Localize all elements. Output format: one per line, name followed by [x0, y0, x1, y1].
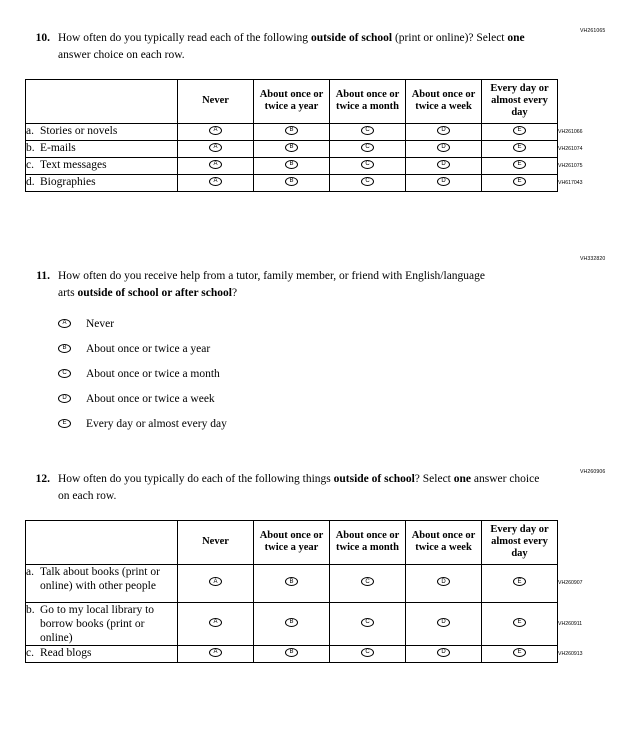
bubble-letter: E — [517, 144, 522, 151]
option-q11-year[interactable] — [58, 336, 604, 361]
radio-bubble[interactable] — [209, 648, 222, 657]
bubble-letter: A — [213, 619, 218, 626]
bubble-letter: C — [365, 649, 370, 656]
option-q12b-year[interactable] — [254, 602, 330, 645]
bubble-letter: B — [289, 127, 294, 134]
q12-text-part-4: one — [453, 473, 471, 485]
option-q12a-everyday[interactable] — [482, 564, 558, 602]
table-row — [26, 174, 591, 191]
radio-bubble[interactable] — [437, 160, 450, 169]
option-label: Every day or almost every day — [86, 417, 227, 430]
bubble-letter: A — [213, 178, 218, 185]
option-q10d-month[interactable] — [330, 174, 406, 191]
row-label-talk-about-books — [26, 564, 178, 602]
matrix-id-header — [558, 521, 591, 564]
bubble-letter: A — [213, 649, 218, 656]
radio-bubble[interactable] — [437, 143, 450, 152]
column-header-once-twice-month: About once or twice a month — [330, 80, 406, 123]
radio-bubble[interactable] — [285, 126, 298, 135]
bubble-letter: D — [441, 144, 446, 151]
row-letter: b. — [26, 141, 35, 154]
row-label-text-messages — [26, 157, 178, 174]
radio-bubble[interactable] — [209, 618, 222, 627]
option-q10a-week[interactable] — [406, 123, 482, 140]
option-q10d-year[interactable] — [254, 174, 330, 191]
column-header-once-twice-week: About once or twice a week — [406, 521, 482, 564]
option-q11-month[interactable] — [58, 361, 604, 386]
q10-text-part-2: outside of school — [310, 32, 393, 44]
radio-bubble[interactable] — [513, 177, 526, 186]
radio-bubble[interactable] — [58, 369, 71, 378]
table-row — [26, 140, 591, 157]
row-letter: c. — [26, 646, 34, 659]
radio-bubble[interactable] — [437, 126, 450, 135]
radio-bubble[interactable] — [513, 143, 526, 152]
bubble-letter: B — [289, 649, 294, 656]
radio-bubble[interactable] — [285, 160, 298, 169]
row-letter: a. — [26, 565, 34, 578]
bubble-letter: D — [441, 649, 446, 656]
column-header-once-twice-month: About once or twice a month — [330, 521, 406, 564]
question-12-matrix — [25, 520, 591, 662]
bubble-letter: C — [62, 370, 67, 377]
question-12-number: 12. — [35, 473, 50, 485]
radio-bubble[interactable] — [361, 577, 374, 586]
question-10-text — [58, 30, 548, 63]
bubble-letter: C — [365, 619, 370, 626]
option-q10d-never[interactable] — [178, 174, 254, 191]
radio-bubble[interactable] — [513, 618, 526, 627]
q12-text-part-2: outside of school — [333, 473, 415, 485]
radio-bubble[interactable] — [437, 618, 450, 627]
table-row — [26, 602, 591, 645]
bubble-letter: A — [62, 320, 67, 327]
bubble-letter: A — [213, 578, 218, 585]
option-q11-everyday[interactable] — [58, 411, 604, 436]
radio-bubble[interactable] — [58, 419, 71, 428]
column-header-every-day: Every day or almost every day — [482, 521, 558, 564]
bubble-letter: D — [441, 127, 446, 134]
option-q12c-month[interactable] — [330, 645, 406, 662]
bubble-letter: C — [365, 161, 370, 168]
radio-bubble[interactable] — [285, 618, 298, 627]
question-12-text — [58, 471, 548, 504]
bubble-letter: D — [441, 161, 446, 168]
q12-text-part-5: answer choice on each row. — [58, 473, 540, 502]
option-q10c-week[interactable] — [406, 157, 482, 174]
row-item-id: VH261075 — [558, 162, 583, 169]
bubble-letter: E — [62, 420, 67, 427]
column-header-never: Never — [178, 80, 254, 123]
radio-bubble[interactable] — [361, 648, 374, 657]
question-11-block — [24, 256, 606, 436]
q12-text-part-1: How often do you typically do each of the following things — [58, 473, 334, 485]
question-12-block — [24, 471, 604, 663]
matrix-corner-cell — [26, 80, 178, 123]
question-11-header — [24, 268, 604, 301]
row-item-id: VH261066 — [558, 128, 583, 135]
row-item-id: VH261074 — [558, 145, 583, 152]
question-10-header — [24, 30, 604, 63]
radio-bubble[interactable] — [513, 160, 526, 169]
bubble-letter: B — [289, 161, 294, 168]
option-q12a-year[interactable] — [254, 564, 330, 602]
row-label-stories-or-novels — [26, 123, 178, 140]
option-q12a-month[interactable] — [330, 564, 406, 602]
option-q10d-everyday[interactable] — [482, 174, 558, 191]
option-q10b-month[interactable] — [330, 140, 406, 157]
row-label-go-to-local-library — [26, 602, 178, 645]
column-header-every-day: Every day or almost every day — [482, 80, 558, 123]
bubble-letter: B — [289, 144, 294, 151]
option-q12c-everyday[interactable] — [482, 645, 558, 662]
bubble-letter: A — [213, 161, 218, 168]
row-label-read-blogs — [26, 645, 178, 662]
bubble-letter: E — [517, 178, 522, 185]
bubble-letter: B — [289, 619, 294, 626]
radio-bubble[interactable] — [58, 319, 71, 328]
row-item-id: VH260907 — [558, 580, 583, 587]
row-text: E-mails — [40, 141, 76, 154]
option-q11-week[interactable] — [58, 386, 604, 411]
bubble-letter: B — [289, 178, 294, 185]
row-item-id: VH260911 — [558, 620, 583, 627]
option-q12c-never[interactable] — [178, 645, 254, 662]
radio-bubble[interactable] — [361, 160, 374, 169]
bubble-letter: D — [441, 619, 446, 626]
bubble-letter: C — [365, 144, 370, 151]
row-text: Biographies — [40, 175, 96, 188]
option-q10a-month[interactable] — [330, 123, 406, 140]
bubble-letter: C — [365, 178, 370, 185]
bubble-letter: E — [517, 619, 522, 626]
bubble-letter: E — [517, 161, 522, 168]
item-id-q10: VH261065 — [580, 28, 606, 34]
option-q10c-everyday[interactable] — [482, 157, 558, 174]
q12-text-part-3: ? Select — [414, 473, 454, 485]
matrix-id-header — [558, 80, 591, 123]
bubble-letter: C — [365, 127, 370, 134]
radio-bubble[interactable] — [513, 648, 526, 657]
option-q12b-everyday[interactable] — [482, 602, 558, 645]
radio-bubble[interactable] — [513, 577, 526, 586]
option-q12b-month[interactable] — [330, 602, 406, 645]
bubble-letter: D — [62, 395, 67, 402]
option-q12a-week[interactable] — [406, 564, 482, 602]
bubble-letter: E — [517, 127, 522, 134]
bubble-letter: A — [213, 144, 218, 151]
row-letter: a. — [26, 124, 34, 137]
q10-text-part-3: (print or online)? Select — [392, 32, 508, 44]
row-text: Stories or novels — [40, 124, 118, 137]
radio-bubble[interactable] — [209, 143, 222, 152]
q10-text-part-1: How often do you typically read each of the following — [58, 32, 311, 44]
row-letter: c. — [26, 158, 34, 171]
option-q10d-week[interactable] — [406, 174, 482, 191]
column-header-never: Never — [178, 521, 254, 564]
radio-bubble[interactable] — [361, 126, 374, 135]
matrix-header-row — [26, 80, 591, 123]
bubble-letter: A — [213, 127, 218, 134]
row-letter: d. — [26, 175, 35, 188]
option-label: Never — [86, 317, 115, 330]
row-letter: b. — [26, 603, 35, 616]
radio-bubble-wrap[interactable] — [58, 390, 82, 408]
radio-bubble[interactable] — [361, 143, 374, 152]
bubble-letter: C — [365, 578, 370, 585]
row-text: Read blogs — [40, 646, 92, 659]
q11-text-part-1: How often do you receive help from a tutor, family member, or friend with English/language arts — [58, 270, 486, 299]
q11-text-part-2: outside of school or after school — [77, 286, 232, 299]
column-header-once-twice-year: About once or twice a year — [254, 521, 330, 564]
option-q12c-week[interactable] — [406, 645, 482, 662]
option-q10a-never[interactable] — [178, 123, 254, 140]
bubble-letter: B — [289, 578, 294, 585]
bubble-letter: B — [62, 345, 67, 352]
radio-bubble[interactable] — [209, 160, 222, 169]
option-q10b-year[interactable] — [254, 140, 330, 157]
option-q10b-everyday[interactable] — [482, 140, 558, 157]
q11-text-part-3: ? — [231, 286, 238, 299]
question-11-options — [24, 311, 604, 436]
radio-bubble[interactable] — [209, 577, 222, 586]
radio-bubble[interactable] — [437, 577, 450, 586]
option-q10b-never[interactable] — [178, 140, 254, 157]
question-10-block — [24, 30, 604, 192]
radio-bubble[interactable] — [285, 648, 298, 657]
q10-text-part-4: one — [507, 32, 525, 44]
row-text: Text messages — [40, 158, 107, 171]
option-q11-never[interactable] — [58, 311, 604, 336]
radio-bubble[interactable] — [437, 177, 450, 186]
table-row — [26, 123, 591, 140]
row-label-biographies — [26, 174, 178, 191]
bubble-letter: E — [517, 649, 522, 656]
option-label: About once or twice a month — [86, 367, 220, 380]
option-q10a-year[interactable] — [254, 123, 330, 140]
option-q10c-month[interactable] — [330, 157, 406, 174]
table-row — [26, 157, 591, 174]
column-header-once-twice-year: About once or twice a year — [254, 80, 330, 123]
radio-bubble[interactable] — [285, 177, 298, 186]
matrix-header-row — [26, 521, 591, 564]
radio-bubble[interactable] — [58, 344, 71, 353]
bubble-letter: E — [517, 578, 522, 585]
radio-bubble[interactable] — [285, 577, 298, 586]
item-id-q11: VH332820 — [580, 256, 606, 262]
table-row — [26, 645, 591, 662]
question-10-number: 10. — [35, 32, 50, 44]
matrix-corner-cell — [26, 521, 178, 564]
question-10-matrix — [25, 79, 591, 191]
radio-bubble[interactable] — [513, 126, 526, 135]
row-text: Talk about books (print or online) with other people — [40, 565, 160, 592]
radio-bubble[interactable] — [58, 394, 71, 403]
radio-bubble-wrap[interactable] — [58, 365, 82, 383]
row-item-id: VH617043 — [558, 179, 583, 186]
q10-text-part-5: answer choice on each row. — [58, 48, 185, 61]
row-label-e-mails — [26, 140, 178, 157]
radio-bubble[interactable] — [361, 177, 374, 186]
radio-bubble-wrap[interactable] — [58, 340, 82, 358]
radio-bubble[interactable] — [209, 126, 222, 135]
table-row — [26, 564, 591, 602]
row-text: Go to my local library to borrow books (print or online) — [40, 603, 155, 644]
option-q10a-everyday[interactable] — [482, 123, 558, 140]
bubble-letter: D — [441, 178, 446, 185]
radio-bubble[interactable] — [285, 143, 298, 152]
question-11-text — [58, 268, 498, 301]
option-q12b-week[interactable] — [406, 602, 482, 645]
item-id-q12: VH260906 — [580, 469, 606, 475]
radio-bubble-wrap[interactable] — [58, 415, 82, 433]
option-q12c-year[interactable] — [254, 645, 330, 662]
row-item-id: VH260913 — [558, 650, 583, 657]
option-q12a-never[interactable] — [178, 564, 254, 602]
option-q10c-never[interactable] — [178, 157, 254, 174]
question-12-header — [24, 471, 604, 504]
option-label: About once or twice a year — [86, 342, 211, 355]
radio-bubble[interactable] — [361, 618, 374, 627]
option-q12b-never[interactable] — [178, 602, 254, 645]
column-header-once-twice-week: About once or twice a week — [406, 80, 482, 123]
radio-bubble-wrap[interactable] — [58, 315, 82, 333]
bubble-letter: D — [441, 578, 446, 585]
option-label: About once or twice a week — [86, 392, 215, 405]
option-q10c-year[interactable] — [254, 157, 330, 174]
question-11-number: 11. — [36, 270, 50, 282]
radio-bubble[interactable] — [209, 177, 222, 186]
option-q10b-week[interactable] — [406, 140, 482, 157]
radio-bubble[interactable] — [437, 648, 450, 657]
